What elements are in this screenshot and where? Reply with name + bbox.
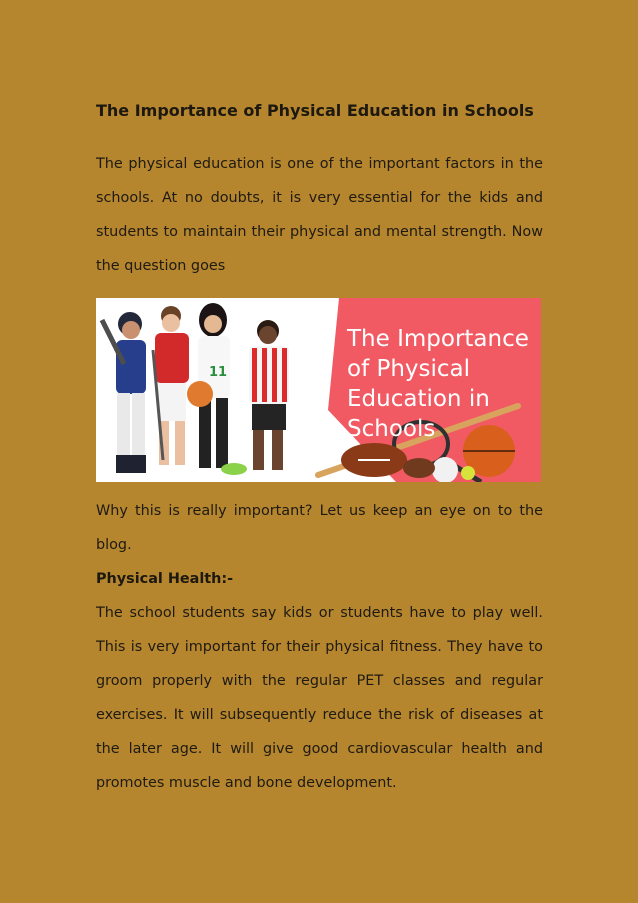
document-content [96,94,543,800]
followup-paragraph: Why this is really important? Let us keep an eye on to the blog. [96,503,543,553]
intro-paragraph: The physical education is one of the important factors in the schools. At no doubts, it is very essential for the kids and students to maintain their physical and mental strength. Now the question goes [96,156,543,274]
section-body-paragraph: The school students say kids or students have to play well. This is very important for their physical fitness. They have to groom properly with the regular PET classes and regular exercises. It will subsequently reduce the risk of diseases at the later age. It will give good cardiovascular health and promotes muscle and bone development. [96,605,543,791]
jersey-number: 11 [209,365,228,380]
document-title: The Importance of Physical Education in Schools [96,101,534,120]
banner-image [96,298,541,482]
banner-caption: The Importance of Physical Education in Schools [347,326,529,442]
section-heading: Physical Health:- [96,571,234,587]
